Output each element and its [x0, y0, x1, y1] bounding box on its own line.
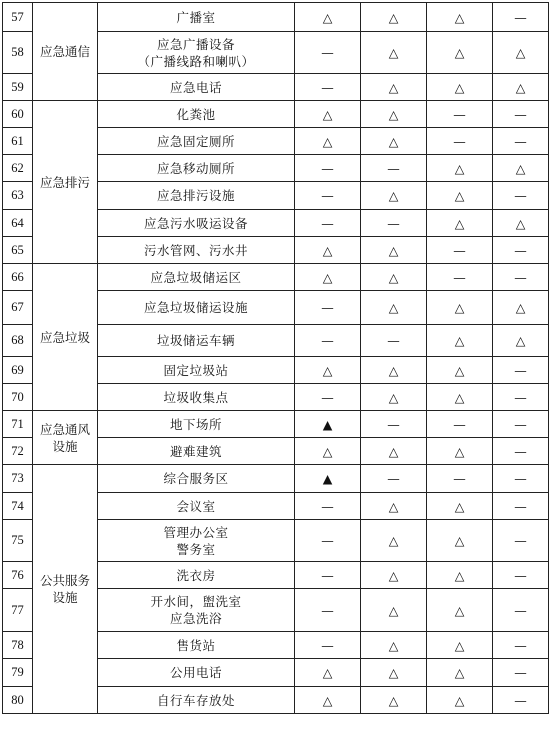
- row-number: 68: [3, 325, 33, 357]
- dash-mark: —: [427, 128, 493, 155]
- open-triangle-mark: △: [361, 32, 427, 74]
- dash-mark: —: [295, 325, 361, 357]
- open-triangle-mark: △: [361, 128, 427, 155]
- open-triangle-mark: △: [361, 182, 427, 210]
- open-triangle-mark: △: [295, 264, 361, 291]
- dash-mark: —: [493, 411, 549, 438]
- dash-mark: —: [361, 325, 427, 357]
- open-triangle-mark: △: [361, 237, 427, 264]
- facility-name: 开水间，盥洗室 应急洗浴: [98, 589, 295, 632]
- open-triangle-mark: △: [427, 632, 493, 659]
- row-number: 59: [3, 74, 33, 101]
- facility-name: 应急广播设备 （广播线路和喇叭）: [98, 32, 295, 74]
- open-triangle-mark: △: [427, 32, 493, 74]
- dash-mark: —: [427, 101, 493, 128]
- open-triangle-mark: △: [295, 237, 361, 264]
- row-number: 64: [3, 210, 33, 237]
- open-triangle-mark: △: [361, 3, 427, 32]
- open-triangle-mark: △: [427, 493, 493, 520]
- open-triangle-mark: △: [361, 687, 427, 714]
- open-triangle-mark: △: [493, 74, 549, 101]
- open-triangle-mark: △: [427, 438, 493, 465]
- category-cell: 应急垃圾: [33, 264, 98, 411]
- open-triangle-mark: △: [427, 291, 493, 325]
- open-triangle-mark: △: [361, 589, 427, 632]
- facility-name: 垃圾储运车辆: [98, 325, 295, 357]
- facility-name: 地下场所: [98, 411, 295, 438]
- dash-mark: —: [427, 237, 493, 264]
- open-triangle-mark: △: [361, 74, 427, 101]
- row-number: 79: [3, 659, 33, 687]
- row-number: 72: [3, 438, 33, 465]
- open-triangle-mark: △: [295, 3, 361, 32]
- open-triangle-mark: △: [361, 264, 427, 291]
- open-triangle-mark: △: [361, 520, 427, 562]
- open-triangle-mark: △: [295, 357, 361, 384]
- facility-name: 会议室: [98, 493, 295, 520]
- row-number: 57: [3, 3, 33, 32]
- facility-name: 综合服务区: [98, 465, 295, 493]
- open-triangle-mark: △: [427, 659, 493, 687]
- dash-mark: —: [493, 264, 549, 291]
- dash-mark: —: [493, 101, 549, 128]
- row-number: 65: [3, 237, 33, 264]
- row-number: 69: [3, 357, 33, 384]
- facility-name: 应急污水吸运设备: [98, 210, 295, 237]
- dash-mark: —: [427, 411, 493, 438]
- facility-name: 应急固定厕所: [98, 128, 295, 155]
- row-number: 62: [3, 155, 33, 182]
- dash-mark: —: [493, 632, 549, 659]
- facility-name: 化粪池: [98, 101, 295, 128]
- open-triangle-mark: △: [361, 291, 427, 325]
- facility-name: 洗衣房: [98, 562, 295, 589]
- dash-mark: —: [493, 3, 549, 32]
- open-triangle-mark: △: [361, 562, 427, 589]
- dash-mark: —: [427, 264, 493, 291]
- dash-mark: —: [295, 291, 361, 325]
- row-number: 80: [3, 687, 33, 714]
- row-number: 75: [3, 520, 33, 562]
- dash-mark: —: [493, 237, 549, 264]
- open-triangle-mark: △: [427, 589, 493, 632]
- open-triangle-mark: △: [295, 659, 361, 687]
- dash-mark: —: [361, 465, 427, 493]
- table-row: [3, 465, 549, 493]
- row-number: 78: [3, 632, 33, 659]
- table-row: [3, 3, 549, 32]
- open-triangle-mark: △: [427, 384, 493, 411]
- dash-mark: —: [361, 155, 427, 182]
- open-triangle-mark: △: [295, 438, 361, 465]
- facility-name: 应急排污设施: [98, 182, 295, 210]
- dash-mark: —: [493, 659, 549, 687]
- dash-mark: —: [361, 210, 427, 237]
- dash-mark: —: [493, 128, 549, 155]
- dash-mark: —: [295, 589, 361, 632]
- open-triangle-mark: △: [427, 210, 493, 237]
- facility-name: 固定垃圾站: [98, 357, 295, 384]
- dash-mark: —: [493, 357, 549, 384]
- row-number: 77: [3, 589, 33, 632]
- open-triangle-mark: △: [361, 384, 427, 411]
- table-row: [3, 264, 549, 291]
- row-number: 60: [3, 101, 33, 128]
- open-triangle-mark: △: [361, 632, 427, 659]
- facility-name: 广播室: [98, 3, 295, 32]
- row-number: 74: [3, 493, 33, 520]
- open-triangle-mark: △: [493, 155, 549, 182]
- open-triangle-mark: △: [361, 101, 427, 128]
- dash-mark: —: [295, 32, 361, 74]
- facility-name: 应急垃圾储运设施: [98, 291, 295, 325]
- open-triangle-mark: △: [361, 357, 427, 384]
- open-triangle-mark: △: [427, 182, 493, 210]
- dash-mark: —: [361, 411, 427, 438]
- facility-name: 自行车存放处: [98, 687, 295, 714]
- solid-triangle-mark: ▲: [295, 465, 361, 493]
- facility-name: 应急电话: [98, 74, 295, 101]
- open-triangle-mark: △: [427, 562, 493, 589]
- category-cell: 应急通信: [33, 3, 98, 101]
- dash-mark: —: [493, 384, 549, 411]
- dash-mark: —: [493, 182, 549, 210]
- open-triangle-mark: △: [361, 659, 427, 687]
- dash-mark: —: [493, 589, 549, 632]
- open-triangle-mark: △: [493, 210, 549, 237]
- dash-mark: —: [295, 520, 361, 562]
- open-triangle-mark: △: [427, 74, 493, 101]
- facility-name: 垃圾收集点: [98, 384, 295, 411]
- table-row: [3, 411, 549, 438]
- dash-mark: —: [295, 384, 361, 411]
- dash-mark: —: [295, 210, 361, 237]
- dash-mark: —: [493, 438, 549, 465]
- open-triangle-mark: △: [361, 438, 427, 465]
- row-number: 58: [3, 32, 33, 74]
- open-triangle-mark: △: [493, 325, 549, 357]
- dash-mark: —: [493, 493, 549, 520]
- open-triangle-mark: △: [361, 493, 427, 520]
- dash-mark: —: [427, 465, 493, 493]
- open-triangle-mark: △: [493, 32, 549, 74]
- row-number: 70: [3, 384, 33, 411]
- facility-name: 应急垃圾储运区: [98, 264, 295, 291]
- row-number: 66: [3, 264, 33, 291]
- facility-name: 避难建筑: [98, 438, 295, 465]
- facility-name: 管理办公室 警务室: [98, 520, 295, 562]
- category-cell: 公共服务 设施: [33, 465, 98, 714]
- table-row: [3, 101, 549, 128]
- facility-name: 公用电话: [98, 659, 295, 687]
- facility-table-body: [3, 3, 549, 714]
- dash-mark: —: [295, 155, 361, 182]
- open-triangle-mark: △: [295, 101, 361, 128]
- open-triangle-mark: △: [427, 155, 493, 182]
- open-triangle-mark: △: [427, 520, 493, 562]
- row-number: 71: [3, 411, 33, 438]
- open-triangle-mark: △: [295, 687, 361, 714]
- row-number: 76: [3, 562, 33, 589]
- open-triangle-mark: △: [427, 357, 493, 384]
- facility-name: 污水管网、污水井: [98, 237, 295, 264]
- row-number: 67: [3, 291, 33, 325]
- row-number: 63: [3, 182, 33, 210]
- facility-table: [2, 2, 549, 714]
- row-number: 61: [3, 128, 33, 155]
- dash-mark: —: [295, 493, 361, 520]
- open-triangle-mark: △: [493, 291, 549, 325]
- dash-mark: —: [493, 465, 549, 493]
- dash-mark: —: [295, 632, 361, 659]
- dash-mark: —: [493, 562, 549, 589]
- open-triangle-mark: △: [427, 687, 493, 714]
- dash-mark: —: [295, 182, 361, 210]
- dash-mark: —: [295, 562, 361, 589]
- open-triangle-mark: △: [427, 3, 493, 32]
- open-triangle-mark: △: [427, 325, 493, 357]
- facility-name: 售货站: [98, 632, 295, 659]
- dash-mark: —: [493, 520, 549, 562]
- dash-mark: —: [493, 687, 549, 714]
- open-triangle-mark: △: [295, 128, 361, 155]
- row-number: 73: [3, 465, 33, 493]
- facility-name: 应急移动厕所: [98, 155, 295, 182]
- solid-triangle-mark: ▲: [295, 411, 361, 438]
- category-cell: 应急排污: [33, 101, 98, 264]
- dash-mark: —: [295, 74, 361, 101]
- category-cell: 应急通风 设施: [33, 411, 98, 465]
